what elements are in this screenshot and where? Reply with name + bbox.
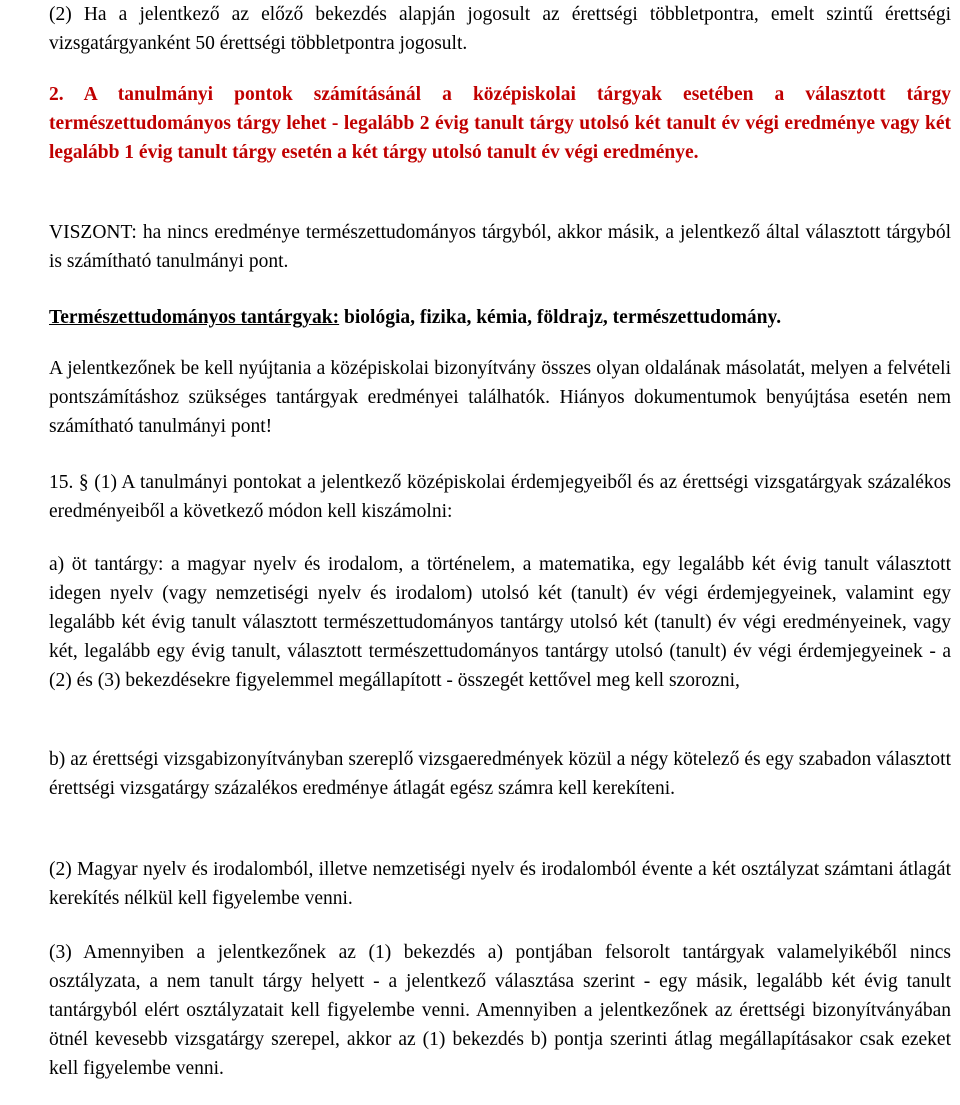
paragraph-viszont: VISZONT: ha nincs eredménye természettudományos tárgyból, akkor másik, a jelentkező által választott tárgyból is számítható tanulmányi pont. — [49, 222, 951, 272]
science-subjects-list: biológia, fizika, kémia, földrajz, természettudomány. — [339, 307, 782, 328]
paragraph-science-subjects — [49, 303, 951, 332]
paragraph-section-15: 15. § (1) A tanulmányi pontokat a jelentkező középiskolai érdemjegyeiből és az érettségi vizsgatárgyak százalékos eredményeiből a következő módon kell kiszámolni: — [49, 472, 951, 522]
paragraph-2-extra-points: (2) Ha a jelentkező az előző bekezdés alapján jogosult az érettségi többletpontra, emelt szintű érettségi vizsgatárgyanként 50 érettségi többletpontra jogosult. — [49, 4, 951, 54]
paragraph-point-a: a) öt tantárgy: a magyar nyelv és irodalom, a történelem, a matematika, egy legalább két évig tanult választott idegen nyelv (vagy nemzetiségi nyelv és irodalom) utolsó két (tanult) év végi érdemjegyeinek, valamint egy legalább két évig tanult választott természettudományos tantárgy utolsó két (tanult) év végi eredményeinek, vagy két, legalább egy évig tanult, választott természettudományos tantárgy utolsó (tanult) év végi érdemjegyeinek - a (2) és (3) bekezdésekre figyelemmel megállapított - összegét kettővel meg kell szorozni, — [49, 554, 951, 691]
paragraph-point-b: b) az érettségi vizsgabizonyítványban szereplő vizsgaeredmények közül a négy kötelező és egy szabadon választott érettségi vizsgatárgy százalékos eredménye átlagát egész számra kell kerekíteni. — [49, 749, 951, 799]
paragraph-study-points-highlight: 2. A tanulmányi pontok számításánál a középiskolai tárgyak esetében a választott tárgy természettudományos tárgy lehet - legalább 2 évig tanult tárgy utolsó két tanult év végi eredménye vagy két legalább 1 évig tanult tárgy esetén a két tárgy utolsó tanult év végi eredménye. — [49, 84, 951, 163]
paragraph-2-hungarian: (2) Magyar nyelv és irodalomból, illetve nemzetiségi nyelv és irodalomból évente a két osztályzat számtani átlagát kerekítés nélkül kell figyelembe venni. — [49, 859, 951, 909]
science-subjects-label: Természettudományos tantárgyak: — [49, 307, 340, 328]
paragraph-certificate-copies: A jelentkezőnek be kell nyújtania a középiskolai bizonyítvány összes olyan oldalának másolatát, melyen a felvételi pontszámításhoz szükséges tantárgyak eredményei találhatók. Hiányos dokumentumok benyújtása esetén nem számítható tanulmányi pont! — [49, 358, 951, 437]
paragraph-3-missing-grade: (3) Amennyiben a jelentkezőnek az (1) bekezdés a) pontjában felsorolt tantárgyak valamelyikéből nincs osztályzata, a nem tanult tárgy helyett - a jelentkező választása szerint - egy másik, legalább két évig tanult tantárgyból elért osztályzatait kell figyelembe venni. Amennyiben a jelentkezőnek az érettségi bizonyítványában ötnél kevesebb vizsgatárgy szerepel, akkor az (1) bekezdés b) pontja szerinti átlag megállapításakor csak ezeket kell figyelembe venni. — [49, 942, 951, 1079]
